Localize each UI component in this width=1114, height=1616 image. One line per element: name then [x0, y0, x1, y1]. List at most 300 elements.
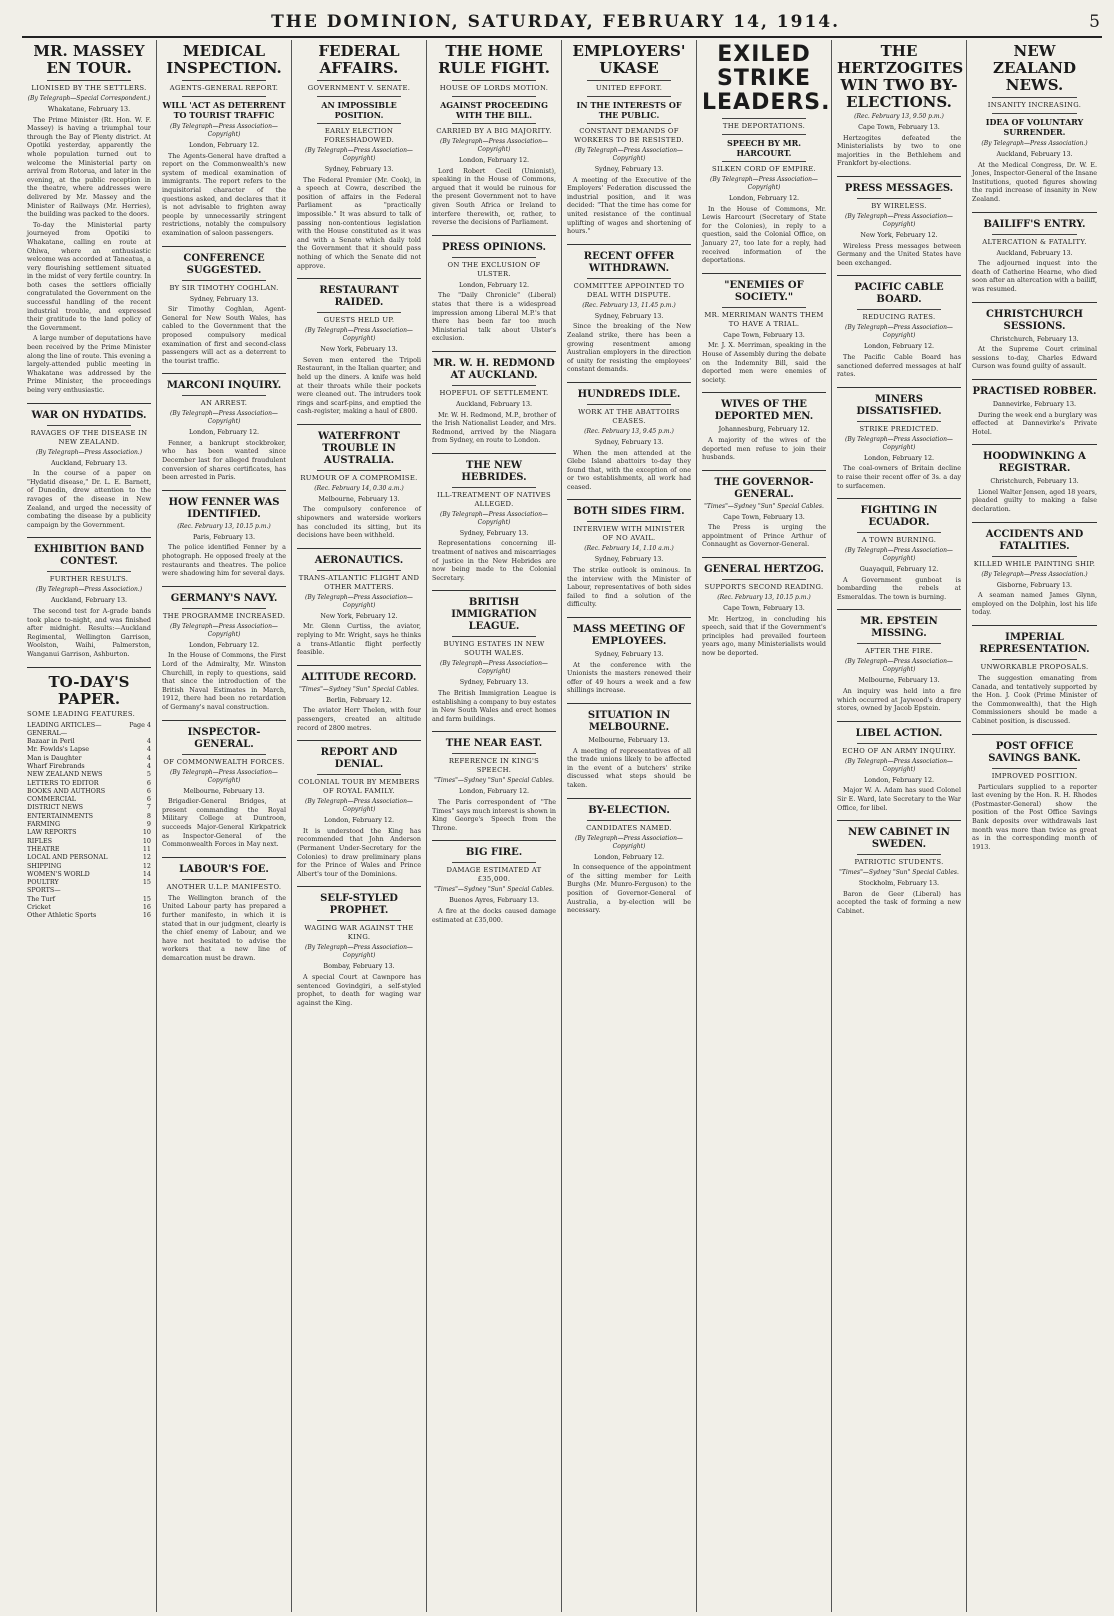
article-credit: (By Telegraph—Press Association—Copyright) [305, 147, 413, 162]
article-subhead: KILLED WHILE PAINTING SHIP. [973, 559, 1096, 568]
index-label: LAW REPORTS [27, 828, 77, 837]
article-subhead: ILL-TREATMENT OF NATIVES ALLEGED. [437, 490, 551, 508]
article [837, 721, 961, 812]
article-headline: GENERAL HERTZOG. [704, 564, 824, 576]
article-paragraph: A seaman named James Glynn, employed on the Dolphin, lost his life today. [972, 591, 1097, 617]
headline-rule [317, 774, 401, 775]
index-page: 9 [146, 820, 151, 829]
index-page: 4 [146, 737, 151, 746]
headline-rule [452, 385, 536, 386]
article-paragraph: A meeting of the Executive of the Employers' Federation discussed the industrial position, and it was decided: "That the time has come for united resistance of the continual uplifting of wages and shortening of hours." [567, 175, 691, 236]
article [972, 379, 1097, 436]
article-credit: (By Telegraph—Press Association.) [981, 570, 1088, 578]
index-label: Other Athletic Sports [27, 911, 97, 920]
article-credit: (By Telegraph—Press Association—Copyright) [845, 547, 953, 563]
article [162, 373, 286, 482]
article-credit: "Times"—Sydney "Sun" Special Cables. [839, 869, 959, 877]
article-separator [432, 590, 556, 591]
article-paragraph: The compulsory conference of shipowners and waterside workers has concluded its sitting, but its decisions have been withheld. [297, 505, 421, 540]
index-row [27, 770, 151, 778]
article-dateline: Cape Town, February 13. [723, 330, 805, 339]
article [567, 798, 691, 915]
article [432, 235, 556, 343]
article [702, 392, 826, 461]
article-headline: FEDERAL AFFAIRS. [318, 42, 400, 77]
article [297, 548, 421, 657]
article-credit: (By Telegraph—Press Association—Copyright) [440, 138, 548, 153]
index-label: POULTRY [27, 878, 59, 887]
article-dateline: Whakatane, February 13. [47, 105, 131, 113]
index-row [27, 803, 151, 811]
page-number: 5 [1089, 12, 1102, 32]
index-row [27, 845, 151, 853]
article-subhead: ANOTHER U.L.P. MANIFESTO. [166, 882, 282, 891]
article [27, 403, 151, 530]
article-dateline: London, February 12. [863, 775, 935, 784]
headline-rule [452, 487, 536, 488]
article-paragraph: A fire at the docks caused damage estimated at £35,000. [432, 906, 556, 924]
article-credit: (By Telegraph—Press Association—Copyright) [170, 622, 278, 638]
article [297, 424, 421, 540]
article-paragraph: A Government gunboat is bombarding the rebels at Esmeraldas. The town is burning. [837, 575, 961, 601]
article-subhead: UNWORKABLE PROPOSALS. [980, 663, 1089, 672]
article-subhead: HOUSE OF LORDS MOTION. [439, 84, 549, 92]
article [567, 244, 691, 374]
article-separator [162, 490, 286, 491]
headline-rule [452, 636, 536, 637]
article-separator [297, 740, 421, 741]
index-label: BOOKS AND AUTHORS [27, 786, 106, 795]
article-paragraph: The strike outlook is ominous. In the interview with the Minister of Labour, representatives of both sides failed to find a solution of the difficulty. [567, 566, 691, 609]
column-1 [22, 40, 157, 1612]
index-page: 16 [142, 903, 151, 912]
article-headline: THE NEW HEBRIDES. [461, 459, 527, 483]
article-subhead: OF COMMONWEALTH FORCES. [163, 757, 285, 766]
article-dateline: Sydney, February 13. [594, 311, 664, 320]
article-paragraph: The "Daily Chronicle" (Liberal) states that there is a widespread impression among Liberal M.P.'s that there has been far too much Ministerial talk about Ulster's exclusion. [432, 291, 556, 343]
article-paragraph: The Wellington branch of the United Labour party has prepared a further manifesto, in which it is stated that in our judgment, clearly is the chief enemy of Labour, and we have not hesitated to advise the workers that a new line of demarcation must be drawn. [162, 893, 286, 962]
headline-rule [182, 754, 266, 755]
index-row [27, 812, 151, 820]
article-paragraph: Mr. J. X. Merriman, speaking in the House of Assembly during the debate on the Indemnity Bill, said the deported men were enemies of society. [702, 341, 826, 384]
article-credit: (By Telegraph—Press Association.) [35, 448, 143, 456]
article-headline: AERONAUTICS. [314, 554, 404, 566]
index-label: Mr. Fowlds's Lapse [27, 745, 90, 754]
article [297, 740, 421, 878]
article-paragraph: A meeting of representatives of all the trade unions likely to be affected in the event of a butchers' strike discussed what steps should be taken. [567, 746, 691, 789]
index-page: 6 [146, 795, 151, 804]
article-headline: THE HERTZOGITES WIN TWO BY-ELECTIONS. [837, 42, 964, 111]
article-separator [837, 609, 961, 610]
article-dateline: Auckland, February 13. [996, 150, 1073, 158]
article-deck: WILL 'ACT AS DETERRENT TO TOURIST TRAFFIC [162, 100, 286, 120]
article-credit: (By Telegraph—Press Association—Copyright) [710, 176, 818, 191]
article-dateline: London, February 12. [323, 816, 395, 825]
article-headline: NEW ZEALAND NEWS. [993, 42, 1076, 94]
article-credit: "Times"—Sydney "Sun" Special Cables. [434, 886, 554, 894]
article-separator [972, 302, 1097, 303]
article-headline: PRACTISED ROBBER. [972, 385, 1097, 397]
headline-rule [722, 161, 806, 162]
article-subhead: COLONIAL TOUR BY MEMBERS OF ROYAL FAMILY. [298, 778, 420, 796]
article-credit: (By Telegraph—Press Association.) [981, 140, 1088, 147]
column-2 [157, 40, 292, 1612]
masthead-title: THE DOMINION, SATURDAY, FEBRUARY 14, 1914. [271, 12, 841, 32]
article [972, 625, 1097, 726]
article-headline: SITUATION IN MELBOURNE. [587, 710, 671, 733]
article-separator [567, 499, 691, 500]
article-dateline: Cape Town, February 13. [858, 123, 940, 131]
index-row [27, 911, 151, 919]
article-paragraph: The British Immigration League is establishing a company to buy estates in New South Wales and erect homes and farm buildings. [432, 689, 556, 723]
article-paragraph: Sir Timothy Coghlan, Agent-General for New South Wales, has cabled to the Government that the proposed compulsory medical examination of first and second-class passengers will act as a deterrent to the tourist traffic. [162, 305, 286, 365]
article [27, 43, 151, 395]
article-subhead: WORK AT THE ABATTOIRS CEASES. [578, 407, 680, 425]
article-dateline: New York, February 12. [320, 611, 398, 620]
index-row [27, 870, 151, 878]
article [702, 470, 826, 549]
index-label: SHIPPING [27, 861, 62, 870]
article-paragraph: Brigadier-General Bridges, at present commanding the Royal Military College at Duntroon, succeeds Major-General Kirkpatrick as Inspector-General of the Commonwealth Forces in May next. [162, 797, 286, 849]
article-paragraph: In the course of a paper on "Hydatid disease," Dr. L. E. Barnett, of Dunedin, drew attention to the ravages of the disease in New Zealand, and urged the necessity of combating the disease by a publicity campaign by the Government. [27, 469, 151, 529]
article-paragraph: Hertzogites defeated the Ministerialists by two to one majorities in the Bethlehem and Frankfort by-elections. [837, 133, 961, 168]
article [297, 886, 421, 1007]
index-row [27, 737, 151, 745]
index-row [27, 878, 151, 886]
article-headline: BRITISH IMMIGRATION LEAGUE. [451, 597, 537, 633]
article-subhead: BY WIRELESS. [871, 201, 927, 210]
article-subhead: DAMAGE ESTIMATED AT £35,000. [446, 866, 542, 884]
article-subhead: AN ARREST. [200, 399, 248, 408]
headline-rule [992, 97, 1077, 98]
article-dateline: Melbourne, February 13. [858, 676, 940, 685]
index-row [27, 903, 151, 911]
headline-rule [587, 820, 671, 821]
article-headline: THE NEAR EAST. [445, 738, 543, 750]
article-paragraph: At the Supreme Court criminal sessions to-day, Charles Edward Curson was found guilty of assault. [972, 345, 1097, 371]
index-page: Page 4 [129, 720, 151, 729]
article-headline: PRESS MESSAGES. [844, 182, 954, 194]
article-paragraph: During the week end a burglary was effected at Dannevirke's Private Hotel. [972, 410, 1097, 436]
article-subhead: GOVERNMENT V. SENATE. [307, 84, 411, 92]
article [972, 734, 1097, 852]
article-credit: (By Telegraph—Special Correspondent.) [27, 95, 151, 102]
article-paragraph: In the House of Commons, Mr. Lewis Harcourt (Secretary of State for the Colonies), in reply to a question, said the Colonial Office, on January 27, too late for a reply, had received information of the deportations. [702, 204, 826, 265]
article-credit: (By Telegraph—Press Association—Copyright) [575, 147, 683, 162]
index-label: Wharf Firebrands [27, 761, 85, 770]
article [432, 453, 556, 583]
article-dateline: London, February 12. [188, 428, 260, 437]
article-paragraph: Fenner, a bankrupt stockbroker, who has been wanted since December last for alleged fraudulent conversion of shares certificates, has been arrested in Paris. [162, 438, 286, 482]
article-dateline: Johannesburg, February 12. [718, 425, 810, 434]
article-headline: EXHIBITION BAND CONTEST. [33, 544, 145, 568]
article-deck: SPEECH BY MR. HARCOURT. [726, 138, 802, 158]
headline-rule [317, 570, 401, 571]
article-headline: BY-ELECTION. [588, 804, 670, 816]
article-headline: LIBEL ACTION. [855, 727, 943, 739]
article-subhead: REFERENCE IN KING'S SPEECH. [448, 757, 540, 775]
headline-rule [452, 80, 536, 81]
headline-rule [857, 643, 941, 644]
article-separator [702, 392, 826, 393]
index-row [27, 837, 151, 845]
headline-rule [587, 123, 671, 124]
article-subhead: THE PROGRAMME INCREASED. [162, 611, 286, 620]
article-dateline: London, February 12. [458, 156, 530, 164]
article-dateline: London, February 12. [593, 852, 665, 861]
article-headline: MARCONI INQUIRY. [166, 380, 282, 392]
article-subhead: FURTHER RESULTS. [49, 575, 129, 584]
index-label: SPORTS— [27, 886, 61, 895]
headline-rule [317, 96, 401, 97]
headline-rule [722, 307, 806, 308]
article [162, 720, 286, 849]
article-credit: (By Telegraph—Press Association—Copyright) [845, 658, 953, 674]
article [702, 273, 826, 385]
article [432, 351, 556, 445]
article-separator [972, 734, 1097, 735]
article-separator [162, 246, 286, 247]
headline-rule [317, 312, 401, 313]
article [567, 382, 691, 492]
article-separator [837, 275, 961, 276]
index-page: 12 [142, 861, 151, 870]
article-separator [297, 424, 421, 425]
column-8 [967, 40, 1102, 1612]
article-separator [837, 387, 961, 388]
article-headline: THE GOVERNOR-GENERAL. [714, 476, 814, 500]
article [972, 444, 1097, 513]
article-dateline: New York, February 13. [320, 345, 398, 354]
headline-rule [47, 425, 131, 426]
index-label: Man is Daughter [27, 753, 82, 762]
article-credit: (By Telegraph—Press Association—Copyright) [305, 593, 413, 609]
article [567, 617, 691, 695]
headline-rule [857, 198, 941, 199]
article-credit: (Rec. February 13, 9.50 p.m.) [854, 113, 944, 120]
article-separator [432, 453, 556, 454]
article-subhead: BUYING ESTATES IN NEW SOUTH WALES. [443, 640, 545, 658]
article-separator [27, 403, 151, 404]
article-credit: (By Telegraph—Press Association—Copyright) [440, 510, 548, 526]
article-subhead: WAGING WAR AGAINST THE KING. [304, 924, 414, 942]
article [972, 212, 1097, 294]
article-dateline: Sydney, February 13. [459, 528, 529, 537]
article-credit: (By Telegraph—Press Association.) [35, 586, 143, 594]
article [837, 176, 961, 267]
article-paragraph: Wireless Press messages between Germany and the United States have been exchanged. [837, 241, 961, 267]
article-dateline: Bombay, February 13. [323, 962, 395, 971]
article-paragraph: A large number of deputations have been received by the Prime Minister along the line of route. This evening a largely-attended public meeting in Whakatane was addressed by the Prime Minister, the proceedings being very enthusiastic. [27, 334, 151, 394]
article-paragraph: The coal-owners of Britain decline to raise their recent offer of 3s. a day to surfacemen. [837, 464, 961, 490]
article-credit: (By Telegraph—Press Association—Copyright) [845, 212, 953, 228]
article-dateline: Auckland, February 13. [50, 458, 128, 467]
article-subhead: PATRIOTIC STUDENTS. [854, 858, 944, 867]
index-page: 6 [146, 778, 151, 787]
index-label: FARMING [27, 820, 61, 829]
article-credit: (Rec. February 14, 1.10 a.m.) [584, 545, 674, 553]
article [837, 42, 964, 168]
index-page: 16 [142, 911, 151, 920]
article [567, 499, 691, 609]
article-headline: MASS MEETING OF EMPLOYEES. [573, 624, 685, 648]
index-label: COMMERCIAL [27, 795, 76, 804]
article [837, 820, 961, 915]
article-credit: (Rec. February 13, 9.45 p.m.) [584, 427, 674, 435]
index-row [27, 762, 151, 770]
headline-rule [857, 532, 941, 533]
article-subhead: INSANITY INCREASING. [987, 101, 1082, 109]
article [702, 42, 831, 265]
article [297, 278, 421, 416]
article-separator [432, 235, 556, 236]
article-headline: BOTH SIDES FIRM. [573, 506, 685, 518]
article-headline: WAR ON HYDATIDS. [31, 409, 147, 421]
article-headline: MR. W. H. REDMOND AT AUCKLAND. [433, 357, 555, 381]
article-separator [297, 886, 421, 887]
index-label: LOCAL AND PERSONAL [27, 853, 108, 862]
article-dateline: London, February 12. [458, 787, 530, 796]
headline-rule [857, 421, 941, 422]
article-dateline: Cape Town, February 13. [723, 512, 805, 521]
article-subhead: IMPROVED POSITION. [991, 771, 1078, 780]
article-paragraph: It is understood the King has recommended that John Anderson (Permanent Under-Secretary for the Colonies) to draw preliminary plans for the Prince of Wales and Prince Albert's tour of the Dominions. [297, 826, 421, 878]
headline-rule [317, 470, 401, 471]
masthead [22, 8, 1102, 38]
article [432, 840, 556, 924]
headline-rule [587, 80, 671, 81]
article-headline: BIG FIRE. [465, 847, 523, 859]
article-separator [567, 703, 691, 704]
article-dateline: Stockholm, February 13. [858, 879, 940, 888]
article-dateline: Sydney, February 13. [324, 165, 394, 173]
article-separator [432, 351, 556, 352]
headline-rule [452, 257, 536, 258]
headline-rule [182, 280, 266, 281]
article-subhead: INTERVIEW WITH MINISTER OF NO AVAIL. [573, 525, 685, 543]
article-subdeck: CONSTANT DEMANDS OF WORKERS TO BE RESISTED. [574, 127, 684, 144]
index-label: LETTERS TO EDITOR [27, 778, 99, 787]
article-dateline: New York, February 12. [860, 230, 938, 239]
article-subhead: AGENTS-GENERAL REPORT. [169, 84, 279, 92]
article-subhead: THE DEPORTATIONS. [722, 122, 806, 130]
article-paragraph: The Federal Premier (Mr. Cook), in a speech at Cowra, described the position of affairs in the Federal Parliament as "practically impossible." It was absurd to talk of passing non-contentious legislation with the House constituted as it was and with a Senate which daily told the Government that it should pass nothing of which the Senate did not approve. [297, 175, 421, 270]
article-dateline: Gisborne, February 13. [996, 580, 1073, 589]
article-separator [837, 820, 961, 821]
index-row [27, 795, 151, 803]
article-paragraph: The Prime Minister (Rt. Hon. W. F. Massey) is having a triumphal tour through the Bay of Plenty district. At Opotiki yesterday, apparently the whole population turned out to welcome the Ministerial party on arrival from Rotorua, and later in the evening, at the public reception in the theatre, where addresses were delivered by Mr. Massey and the Minister of Railways (Mr. Herries), the building was packed to the doors. [27, 115, 151, 219]
article-headline: MINERS DISSATISFIED. [856, 393, 942, 417]
article-subdeck: EARLY ELECTION FORESHADOWED. [323, 127, 395, 144]
article-headline: IMPERIAL REPRESENTATION. [979, 632, 1090, 656]
article [837, 498, 961, 601]
article-dateline: Berlin, February 12. [326, 695, 392, 704]
headline-rule [47, 80, 131, 81]
article-separator [567, 798, 691, 799]
article-paragraph: The Agents-General have drafted a report on the Commonwealth's new system of medical examination of immigrants. The report refers to the inquisitorial character of the questions asked, and declares that it is not advisable to frighten away people by unnecessarily stringent restrictions, notably the compulsory examination of saloon passengers. [162, 151, 286, 237]
article-dateline: Melbourne, February 13. [318, 494, 400, 503]
article-headline: BAILIFF'S ENTRY. [983, 218, 1086, 230]
article-headline: HOW FENNER WAS IDENTIFIED. [168, 496, 280, 520]
article-headline: EMPLOYERS' UKASE [572, 42, 686, 77]
article-paragraph: The second test for A-grade bands took place to-night, and was finished after midnight. Results:—Auckland Regimental, Wellington Garrison, Woolston, Waihi, Palmerston, Wanganui Garrison, Ashburton. [27, 606, 151, 658]
article [162, 857, 286, 963]
article-credit: (By Telegraph—Press Association—Copyright) [305, 798, 413, 814]
article-dateline: Sydney, February 13. [594, 555, 664, 564]
article-separator [432, 731, 556, 732]
index-page: 10 [142, 836, 151, 845]
article-dateline: Sydney, February 13. [189, 294, 259, 303]
article-credit: (By Telegraph—Press Association—Copyright) [845, 435, 953, 451]
article-separator [432, 840, 556, 841]
article-dateline: Auckland, February 13. [50, 596, 128, 605]
article-separator [702, 470, 826, 471]
index-page: 4 [146, 761, 151, 770]
index-row [27, 895, 151, 903]
article-headline: FIGHTING IN ECUADOR. [860, 505, 938, 529]
article [432, 43, 556, 227]
article-paragraph: The Pacific Cable Board has sanctioned deferred messages at half rates. [837, 352, 961, 379]
index-row [27, 853, 151, 861]
index-page: 5 [146, 770, 151, 779]
article-separator [162, 857, 286, 858]
article-credit: (By Telegraph—Press Association—Copyright) [845, 757, 953, 773]
index-label: DISTRICT NEWS [27, 803, 84, 812]
article-dateline: Sydney, February 13. [594, 165, 664, 173]
article-dateline: Christchurch, February 13. [990, 477, 1079, 486]
article-paragraph: Lionel Walter Jensen, aged 18 years, pleaded guilty to making a false declaration. [972, 487, 1097, 514]
index-label: GENERAL— [27, 728, 68, 737]
article-separator [972, 522, 1097, 523]
headline-rule [992, 768, 1077, 769]
article-paragraph: Mr. Hertzog, in concluding his speech, said that if the Government's principles had prevailed fourteen years ago, many Ministerialists would now be deported. [702, 614, 826, 658]
article-dateline: Cape Town, February 13. [723, 604, 805, 613]
article-dateline: Sydney, February 13. [459, 678, 529, 687]
article-headline: INSPECTOR-GENERAL. [187, 726, 261, 750]
index-page: 4 [146, 753, 151, 762]
index-row [27, 729, 151, 737]
article-credit: (Rec. February 14, 0.30 a.m.) [314, 484, 404, 492]
article-headline: RECENT OFFER WITHDRAWN. [583, 250, 675, 274]
article-paragraph: Mr. Glenn Curtiss, the aviator, replying to Mr. Wright, says he thinks a trans-Atlantic flight perfectly feasible. [297, 622, 421, 657]
index-row [27, 787, 151, 795]
article-separator [837, 176, 961, 177]
index-label: The Turf [27, 894, 55, 903]
article [837, 387, 961, 490]
article-subhead: TRANS-ATLANTIC FLIGHT AND OTHER MATTERS. [298, 573, 420, 591]
headline-rule [182, 879, 266, 880]
article-paragraph: In consequence of the appointment of the sitting member for Leith Burghs (Mr. Munro-Ferguson) to the position of Governor-General of Australia, a by-election will be necessary. [567, 863, 691, 915]
article-dateline: London, February 12. [863, 453, 935, 462]
article-headline: RESTAURANT RAIDED. [319, 285, 399, 309]
article-paragraph: The adjourned inquest into the death of Catherine Hearne, who died soon after an altercation with a bailiff, was resumed. [972, 259, 1097, 293]
article-separator [162, 720, 286, 721]
index-label: LEADING ARTICLES— [27, 720, 102, 729]
article-headline: MEDICAL INSPECTION. [166, 42, 282, 77]
article-credit: "Times"—Sydney "Sun" Special Cables. [299, 685, 419, 693]
article [567, 703, 691, 790]
article-subhead: A TOWN BURNING. [861, 536, 937, 545]
article-credit: (Rec. February 13, 11.45 p.m.) [582, 301, 676, 309]
article-paragraph: Mr. W. H. Redmond, M.P., brother of the Irish Nationalist Leader, and Mrs. Redmond, arrived by the Niagara from Sydney, en route to London. [432, 410, 556, 445]
headline-rule [587, 96, 671, 97]
article-headline: ALTITUDE RECORD. [301, 671, 417, 683]
article-separator [27, 537, 151, 538]
article-subdeck: CARRIED BY A BIG MAJORITY. [436, 127, 552, 135]
article-credit: (By Telegraph—Press Association—Copyright) [305, 327, 413, 343]
headline-rule [452, 123, 536, 124]
contents-index [27, 667, 151, 920]
